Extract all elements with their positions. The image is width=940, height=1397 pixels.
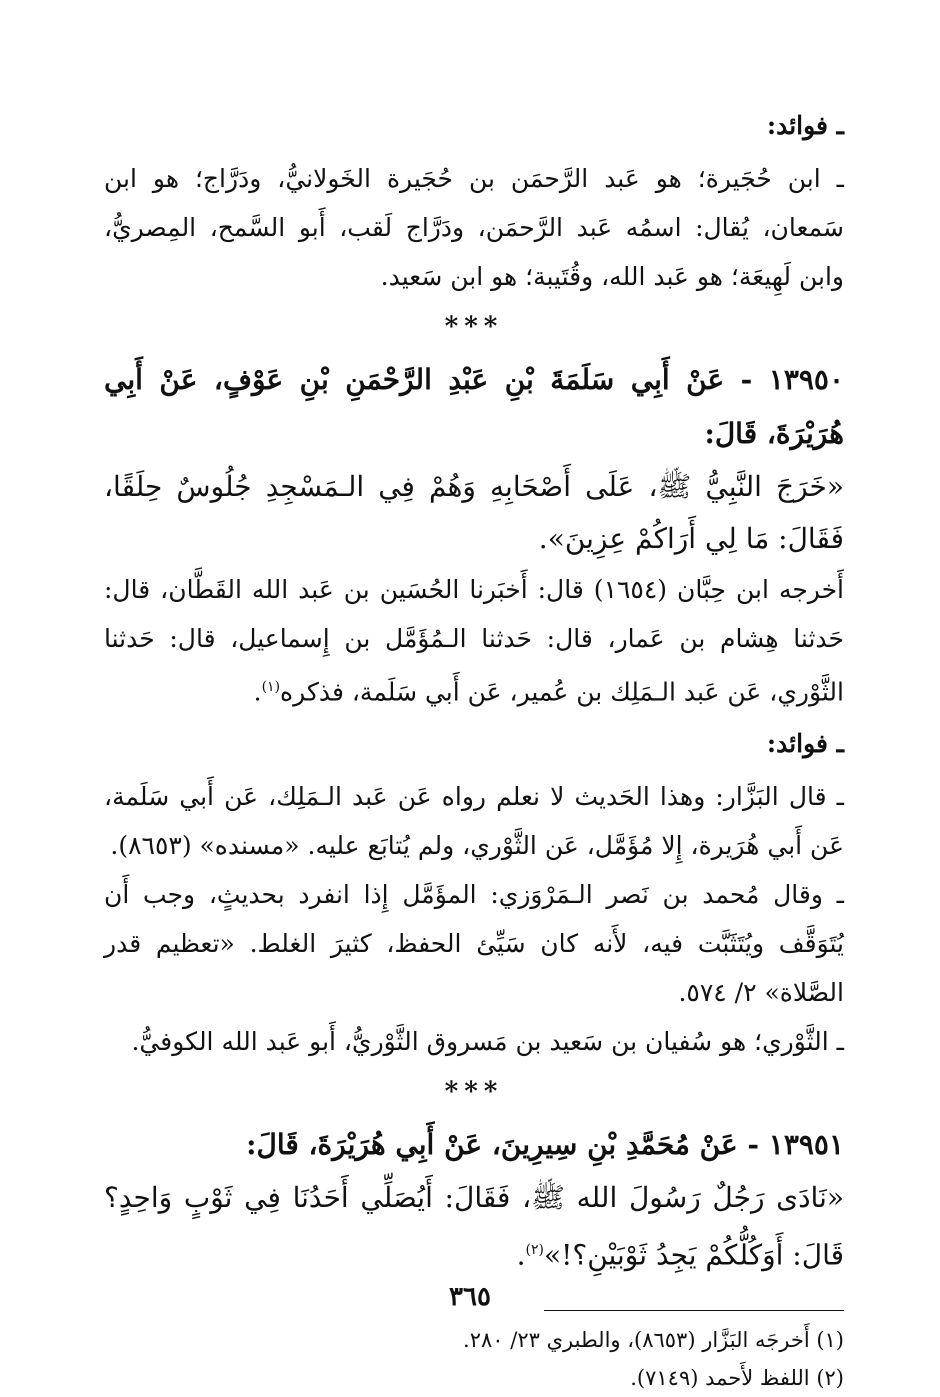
page-content <box>104 104 844 1397</box>
takhrij-text: أَخرجه ابن حِبَّان (١٦٥٤) قال: أَخبَرنا الحُسَين بن عَبد الله القَطَّان، قال: حَدثنا هِشام بن عَمار، قال: حَدثنا الـمُؤَمَّل بن إِسماعيل، قال: حَدثنا الثَّوْري، عَن عَبد الـمَلِك بن عُمير، عَن أَبي سَلَمة، فذكره <box>104 575 845 707</box>
footnote-1: (١) أَخرجَه البَزَّار (٨٦٥٣)، والطبري ٢٣/ ٢٨٠. <box>463 1327 844 1352</box>
matn-text: «نَادَى رَجُلٌ رَسُولَ الله ﷺ، فَقَالَ: أَيُصَلِّي أَحَدُنَا فِي ثَوْبٍ وَاحِدٍ؟ قَالَ: أَوَكُلُّكُمْ يَجِدُ ثَوْبَيْنِ؟!» <box>104 1181 844 1272</box>
hadith-13950-takhrij <box>104 565 844 716</box>
hadith-13951-intro: ١٣٩٥١ - عَنْ مُحَمَّدِ بْنِ سِيرِينَ، عَنْ أَبِي هُرَيْرَةَ، قَالَ: <box>246 1128 844 1162</box>
benefit-paragraph-1: ـ ابن حُجَيرة؛ هو عَبد الرَّحمَن بن حُجَيرة الخَولانيُّ، ودَرَّاج؛ هو ابن سَمعان، يُقال: اسمُه عَبد الرَّحمَن، ودَرَّاج لَقب، أَبو السَّمح، المِصريُّ، وابن لَهِيعَة؛ هو عَبد الله، وقُتَيبة؛ هو ابن سَعيد. <box>104 164 844 291</box>
takhrij-end: . <box>253 677 262 707</box>
footnote-ref-2: (٢) <box>525 1242 544 1259</box>
benefits-heading-2: ـ فوائد: <box>766 729 844 759</box>
hadith-13950-text: «خَرَجَ النَّبِيُّ ﷺ، عَلَى أَصْحَابِهِ وَهُمْ فِي الـمَسْجِدِ جُلُوسٌ حِلَقًا، فَقَالَ: مَا لِي أَرَاكُمْ عِزِينَ». <box>104 470 844 555</box>
benefit-paragraph-2: ـ قال البَزَّار: وهذا الحَديث لا نعلم رواه عَن عَبد الـمَلِك، عَن أَبي سَلَمة، عَن أَبي هُرَيرة، إِلا مُؤَمَّل، عَن الثَّوْري، ولم يُتابَع عليه. «مسنده» (٨٦٥٣). <box>104 782 844 861</box>
hadith-13950-intro: ١٣٩٥٠ - عَنْ أَبِي سَلَمَةَ بْنِ عَبْدِ الرَّحْمَنِ بْنِ عَوْفٍ، عَنْ أَبِي هُرَيْرَةَ، قَالَ: <box>104 363 844 450</box>
footnote-2: (٢) اللفظ لأَحمد (٧١٤٩). <box>630 1365 844 1390</box>
section-separator-1: *** <box>444 312 504 342</box>
benefits-heading-1: ـ فوائد: <box>766 111 844 140</box>
hadith-13951-text <box>104 1172 844 1281</box>
matn-end: . <box>516 1238 526 1272</box>
page-number: ٣٦٥ <box>449 1282 491 1312</box>
section-separator-2: *** <box>444 1077 504 1108</box>
benefit-paragraph-4: ـ الثَّوْري؛ هو سُفيان بن سَعيد بن مَسروق الثَّوْريُّ، أَبو عَبد الله الكوفيُّ. <box>131 1027 844 1057</box>
benefit-paragraph-3: ـ وقال مُحمد بن نَصر الـمَرْوَزي: المؤَمَّل إِذا انفرد بحديثٍ، وجب أَن يُتَوَقَّف ويُتَثَبَّت فيه، لأَنه كان سَيِّئ الحفظ، كثيرَ الغلط. «تعظيم قدر الصَّلاة» ٢/ ٥٧٤. <box>104 880 844 1008</box>
footnote-ref-1: (١) <box>261 679 281 695</box>
